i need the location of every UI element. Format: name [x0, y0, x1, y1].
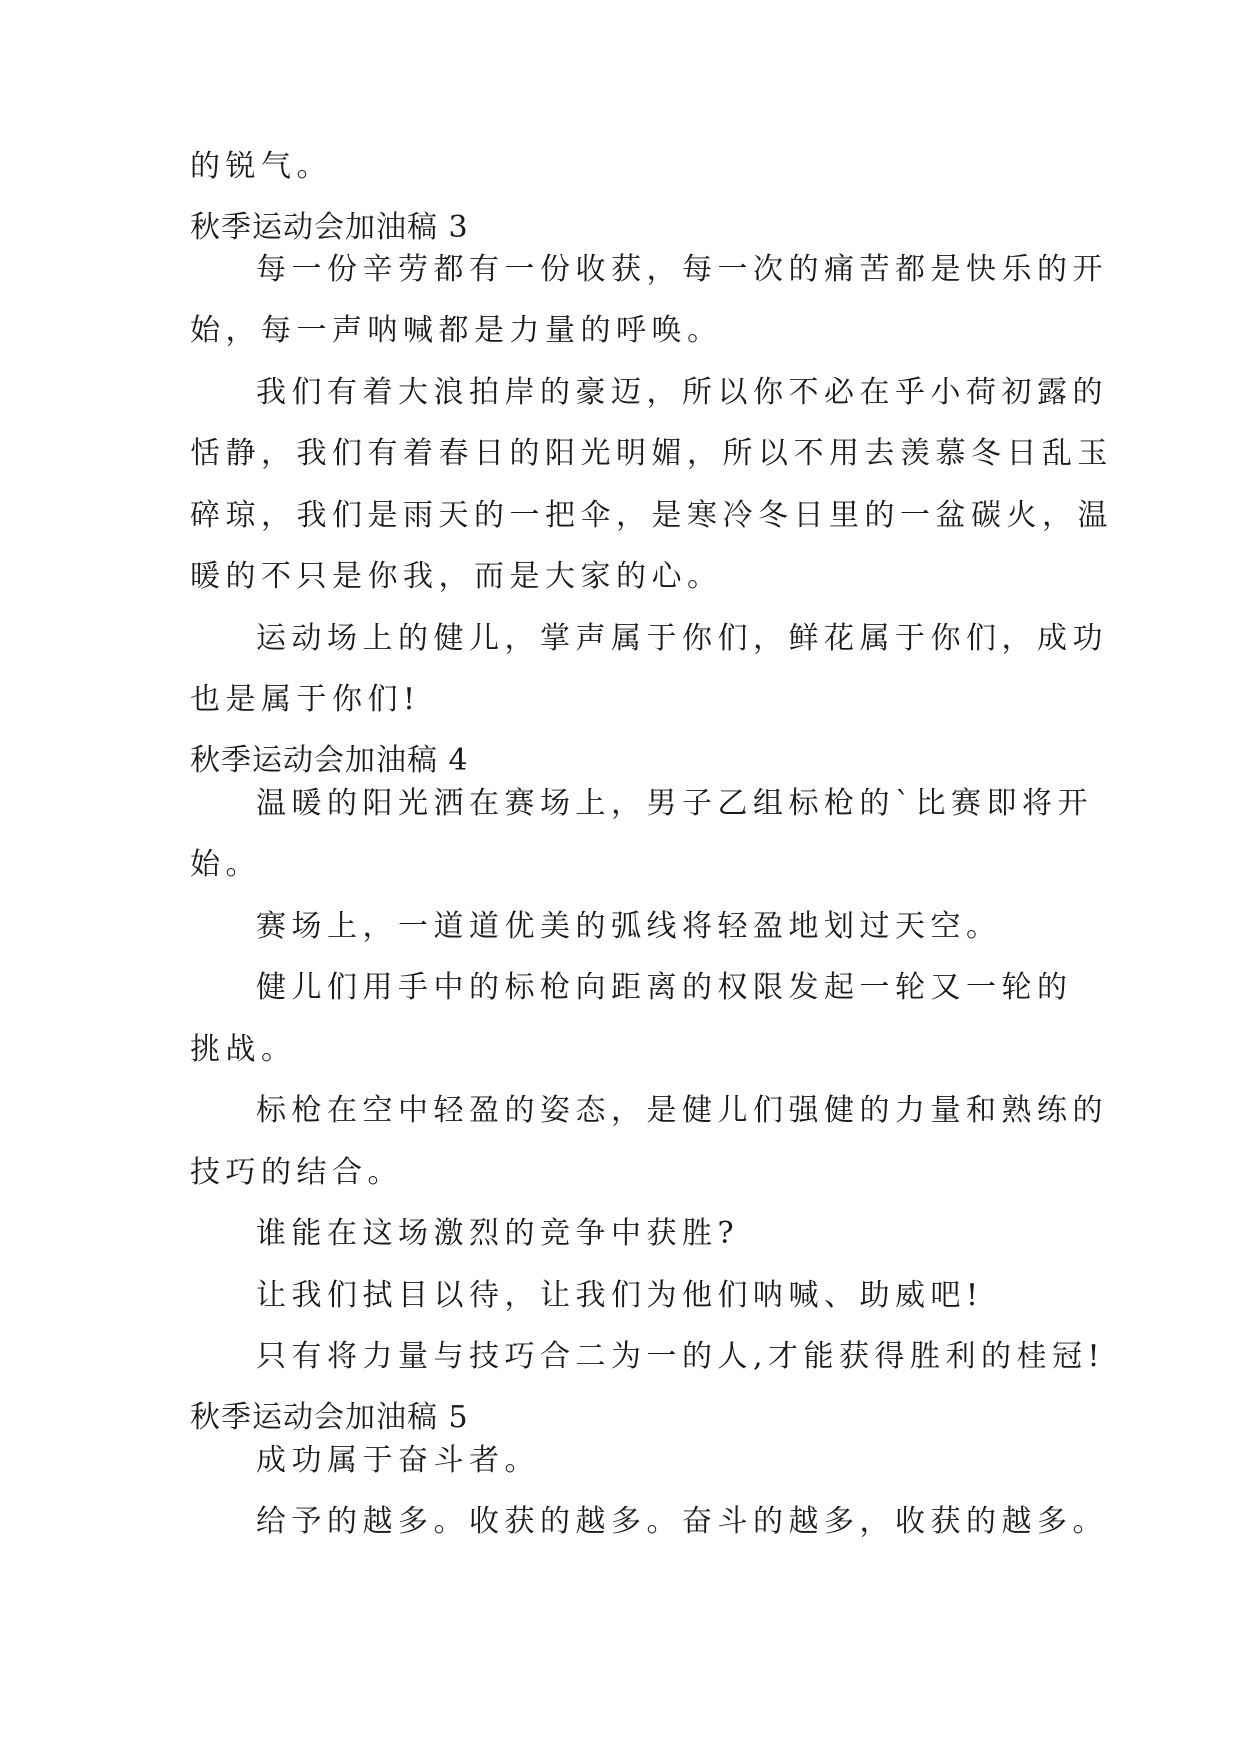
paragraph-line: 技巧的结合。: [190, 1155, 403, 1190]
paragraph-line: 让我们拭目以待，让我们为他们呐喊、助威吧!: [256, 1278, 984, 1313]
paragraph-line: 挑战。: [190, 1032, 297, 1067]
paragraph-line: 的锐气。: [190, 149, 332, 184]
paragraph-line: 碎琼，我们是雨天的一把伞，是寒冷冬日里的一盆碳火，温: [190, 498, 1113, 533]
paragraph-line: 运动场上的健儿，掌声属于你们，鲜花属于你们，成功: [256, 621, 1108, 656]
paragraph-line: 始，每一声呐喊都是力量的呼唤。: [190, 313, 723, 348]
paragraph-line: 标枪在空中轻盈的姿态，是健儿们强健的力量和熟练的: [256, 1093, 1108, 1128]
paragraph-line: 赛场上，一道道优美的弧线将轻盈地划过天空。: [256, 909, 1002, 944]
paragraph-line: 健儿们用手中的标枪向距离的权限发起一轮又一轮的: [256, 970, 1073, 1005]
paragraph-line: 只有将力量与技巧合二为一的人,才能获得胜利的桂冠!: [256, 1339, 1106, 1374]
paragraph-line: 给予的越多。收获的越多。奋斗的越多，收获的越多。: [256, 1504, 1108, 1539]
paragraph-line: 成功属于奋斗者。: [256, 1443, 540, 1478]
paragraph-line: 暖的不只是你我，而是大家的心。: [190, 559, 723, 594]
section-heading: 秋季运动会加油稿 3: [190, 210, 469, 245]
paragraph-line: 始。: [190, 847, 261, 882]
paragraph-line: 恬静，我们有着春日的阳光明媚，所以不用去羡慕冬日乱玉: [190, 436, 1113, 471]
paragraph-line: 每一份辛劳都有一份收获，每一次的痛苦都是快乐的开: [256, 252, 1108, 287]
paragraph-line: 也是属于你们!: [190, 682, 421, 717]
paragraph-line: 我们有着大浪拍岸的豪迈，所以你不必在乎小荷初露的: [256, 375, 1108, 410]
paragraph-line: 温暖的阳光洒在赛场上，男子乙组标枪的`比赛即将开: [256, 786, 1093, 821]
section-heading: 秋季运动会加油稿 5: [190, 1400, 469, 1435]
section-heading: 秋季运动会加油稿 4: [190, 743, 469, 778]
paragraph-line: 谁能在这场激烈的竞争中获胜?: [256, 1216, 740, 1251]
